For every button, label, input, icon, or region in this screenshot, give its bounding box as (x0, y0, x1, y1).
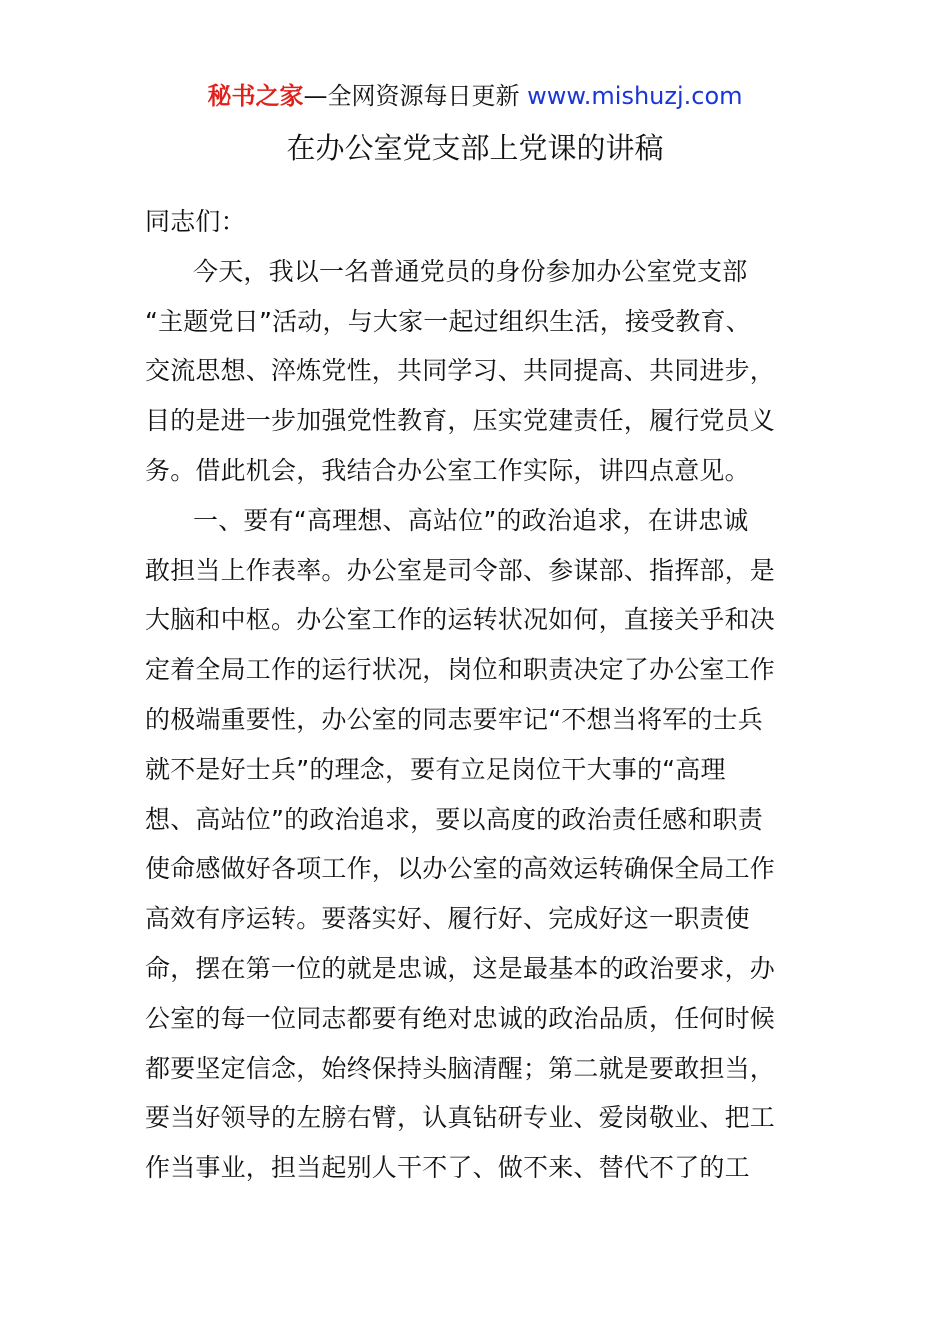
body-line: 大脑和中枢。办公室工作的运转状况如何，直接关乎和决 (145, 605, 776, 635)
body-line: 使命感做好各项工作，以办公室的高效运转确保全局工作 (145, 854, 776, 884)
body-line: 要当好领导的左膀右臂，认真钻研专业、爱岗敬业、把工 (145, 1103, 776, 1133)
body-line: 目的是进一步加强党性教育，压实党建责任，履行党员义 (145, 406, 776, 436)
body-line: 高效有序运转。要落实好、履行好、完成好这一职责使 (145, 904, 750, 934)
body-line: 就不是好士兵”的理念，要有立足岗位干大事的“高理 (145, 754, 726, 784)
document-body (145, 197, 807, 1193)
body-line: 作当事业，担当起别人干不了、做不来、替代不了的工 (145, 1153, 750, 1183)
body-line: 一、要有“高理想、高站位”的政治追求，在讲忠诚 (193, 505, 749, 535)
document-title: 在办公室党支部上党课的讲稿 (286, 131, 664, 165)
body-line: 同志们： (145, 207, 246, 236)
site-url-link[interactable]: www.mishuzj.com (527, 82, 743, 110)
body-line: 定着全局工作的运行状况，岗位和职责决定了办公室工作 (145, 655, 776, 685)
site-brand: 秘书之家 (207, 82, 304, 110)
body-line: 的极端重要性，办公室的同志要牢记“不想当将军的士兵 (145, 704, 763, 734)
body-line: 交流思想、淬炼党性，共同学习、共同提高、共同进步， (145, 356, 776, 386)
site-header (0, 80, 950, 112)
body-line: 公室的每一位同志都要有绝对忠诚的政治品质，任何时候 (145, 1003, 776, 1033)
body-line: 都要坚定信念，始终保持头脑清醒；第二就是要敢担当， (145, 1053, 776, 1083)
body-line: 务。借此机会，我结合办公室工作实际，讲四点意见。 (145, 455, 750, 485)
body-line: “主题党日”活动，与大家一起过组织生活，接受教育、 (145, 306, 751, 336)
body-line: 敢担当上作表率。办公室是司令部、参谋部、指挥部，是 (145, 555, 776, 585)
site-tagline: —全网资源每日更新 (303, 82, 528, 110)
body-line: 想、高站位”的政治追求，要以高度的政治责任感和职责 (145, 804, 763, 834)
body-line: 今天，我以一名普通党员的身份参加办公室党支部 (193, 256, 748, 286)
body-line: 命，摆在第一位的就是忠诚，这是最基本的政治要求，办 (145, 953, 776, 983)
